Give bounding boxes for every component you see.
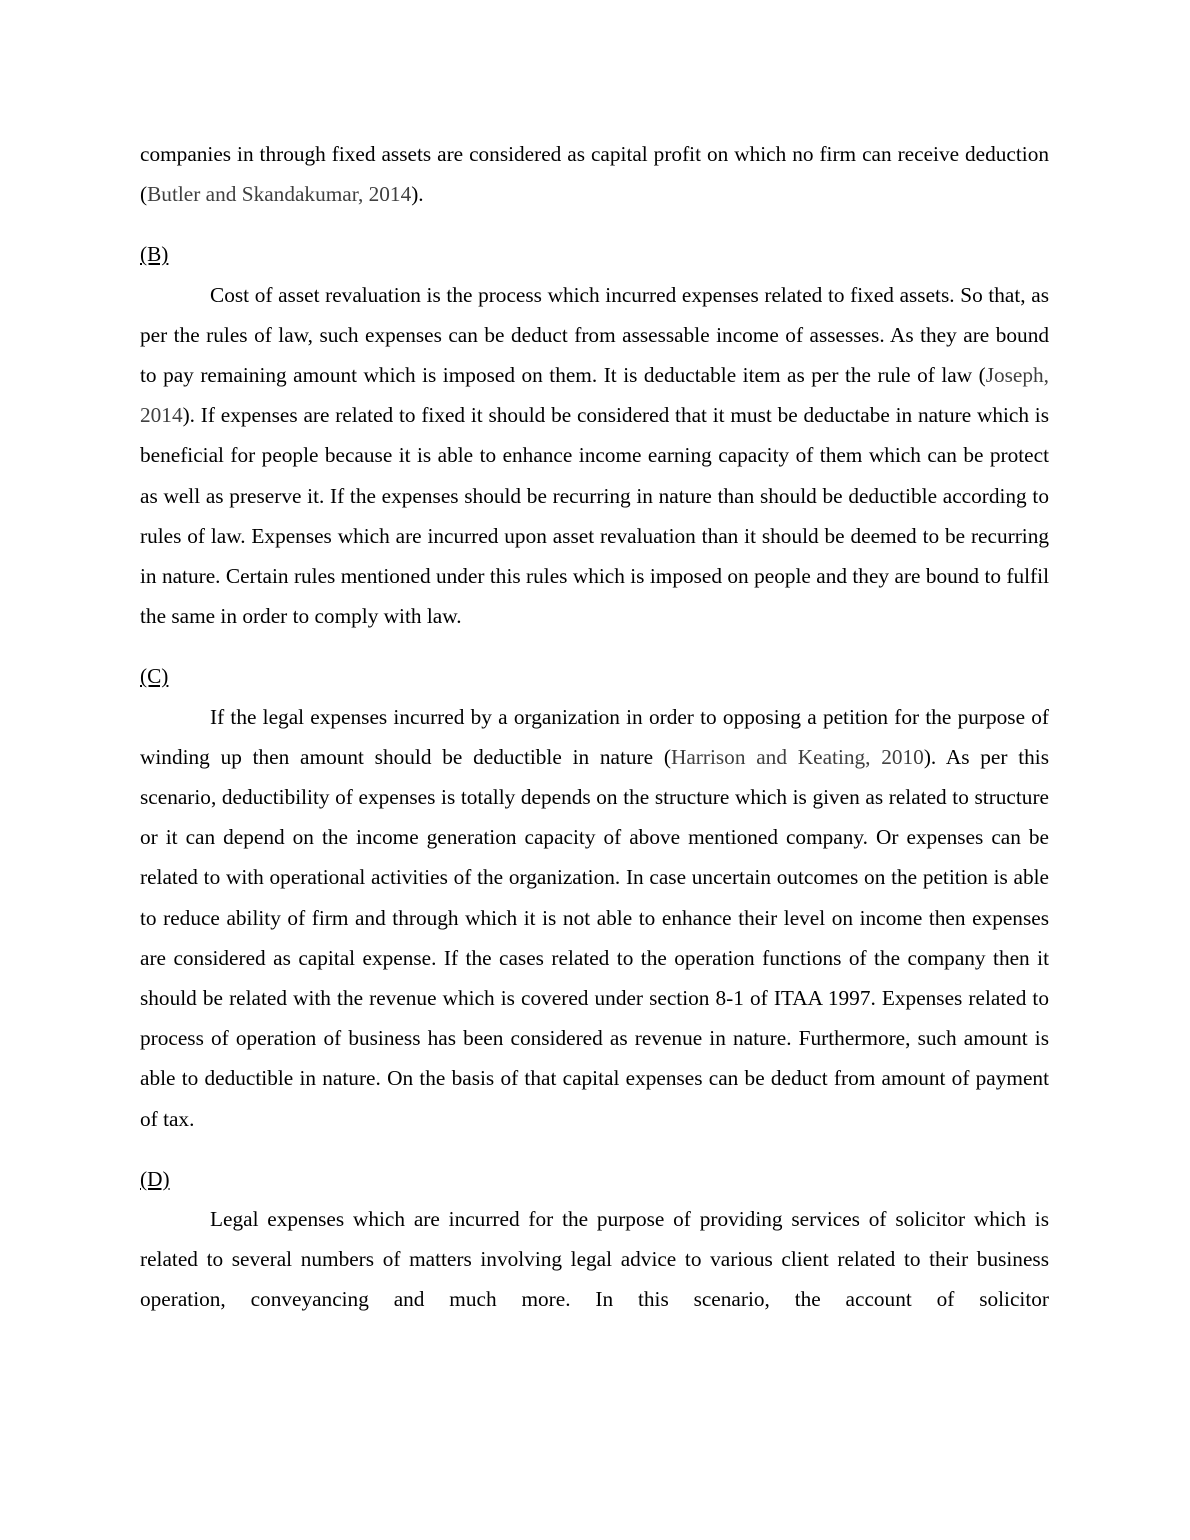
intro-text-before: companies in through fixed assets are considered as capital profit on which no firm can receive deduction ( [140,142,1049,207]
section-c-paragraph [140,697,1049,1139]
section-b-text-after: ). If expenses are related to fixed it should be considered that it must be deductabe in nature which is beneficial for people because it is able to enhance income earning capacity of them which can be protect as well as preserve it. If the expenses should be recurring in nature than should be deductible according to rules of law. Expenses which are incurred upon asset revaluation than it should be deemed to be recurring in nature. Certain rules mentioned under this rules which is imposed on people and they are bound to fulfil the same in order to comply with law. [140,403,1049,629]
section-d-heading: (D) [140,1166,170,1191]
section-b-paragraph [140,275,1049,637]
intro-text-after: ). [411,182,424,207]
section-c-text-before: If the legal expenses incurred by a organization in order to opposing a petition for the purpose of winding up then amount should be deductible in nature ( [140,704,1049,769]
section-b-citation: Joseph, 2014 [140,363,1049,428]
section-c-citation: Harrison and Keating, 2010 [670,744,924,769]
section-c-text-after: ). As per this scenario, deductibility of expenses is totally depends on the structure which is given as related to structure or it can depend on the income generation capacity of above mentioned company. Or expenses can be related to with operational activities of the organization. In case uncertain outcomes on the petition is able to reduce ability of firm and through which it is not able to enhance their level on income then expenses are considered as capital expense. If the cases related to the operation functions of the company then it should be related with the revenue which is covered under section 8-1 of ITAA 1997. Expenses related to process of operation of business has been considered as revenue in nature. Furthermore, such amount is able to deductible in nature. On the basis of that capital expenses can be deduct from amount of payment of tax. [140,744,1049,1131]
section-d-text-before: Legal expenses which are incurred for the purpose of providing services of solicitor which is related to several numbers of matters involving legal advice to various client related to their business operation, conveyancing and much more. In this scenario, the account of solicitor [140,1207,1049,1312]
intro-citation: Butler and Skandakumar, 2014 [147,182,412,207]
section-d-paragraph [140,1199,1049,1320]
intro-paragraph [140,134,1049,214]
document-page [140,134,1049,1320]
section-b-heading-wrap [140,234,1049,274]
section-c-heading: (C) [140,664,169,689]
section-c-heading-wrap [140,656,1049,696]
section-b-heading: (B) [140,242,169,267]
section-d-heading-wrap [140,1159,1049,1199]
section-b-text-before: Cost of asset revaluation is the process which incurred expenses related to fixed assets. So that, as per the rules of law, such expenses can be deduct from assessable income of assesses. As they are bound to pay remaining amount which is imposed on them. It is deductable item as per the rule of law ( [140,282,1049,387]
